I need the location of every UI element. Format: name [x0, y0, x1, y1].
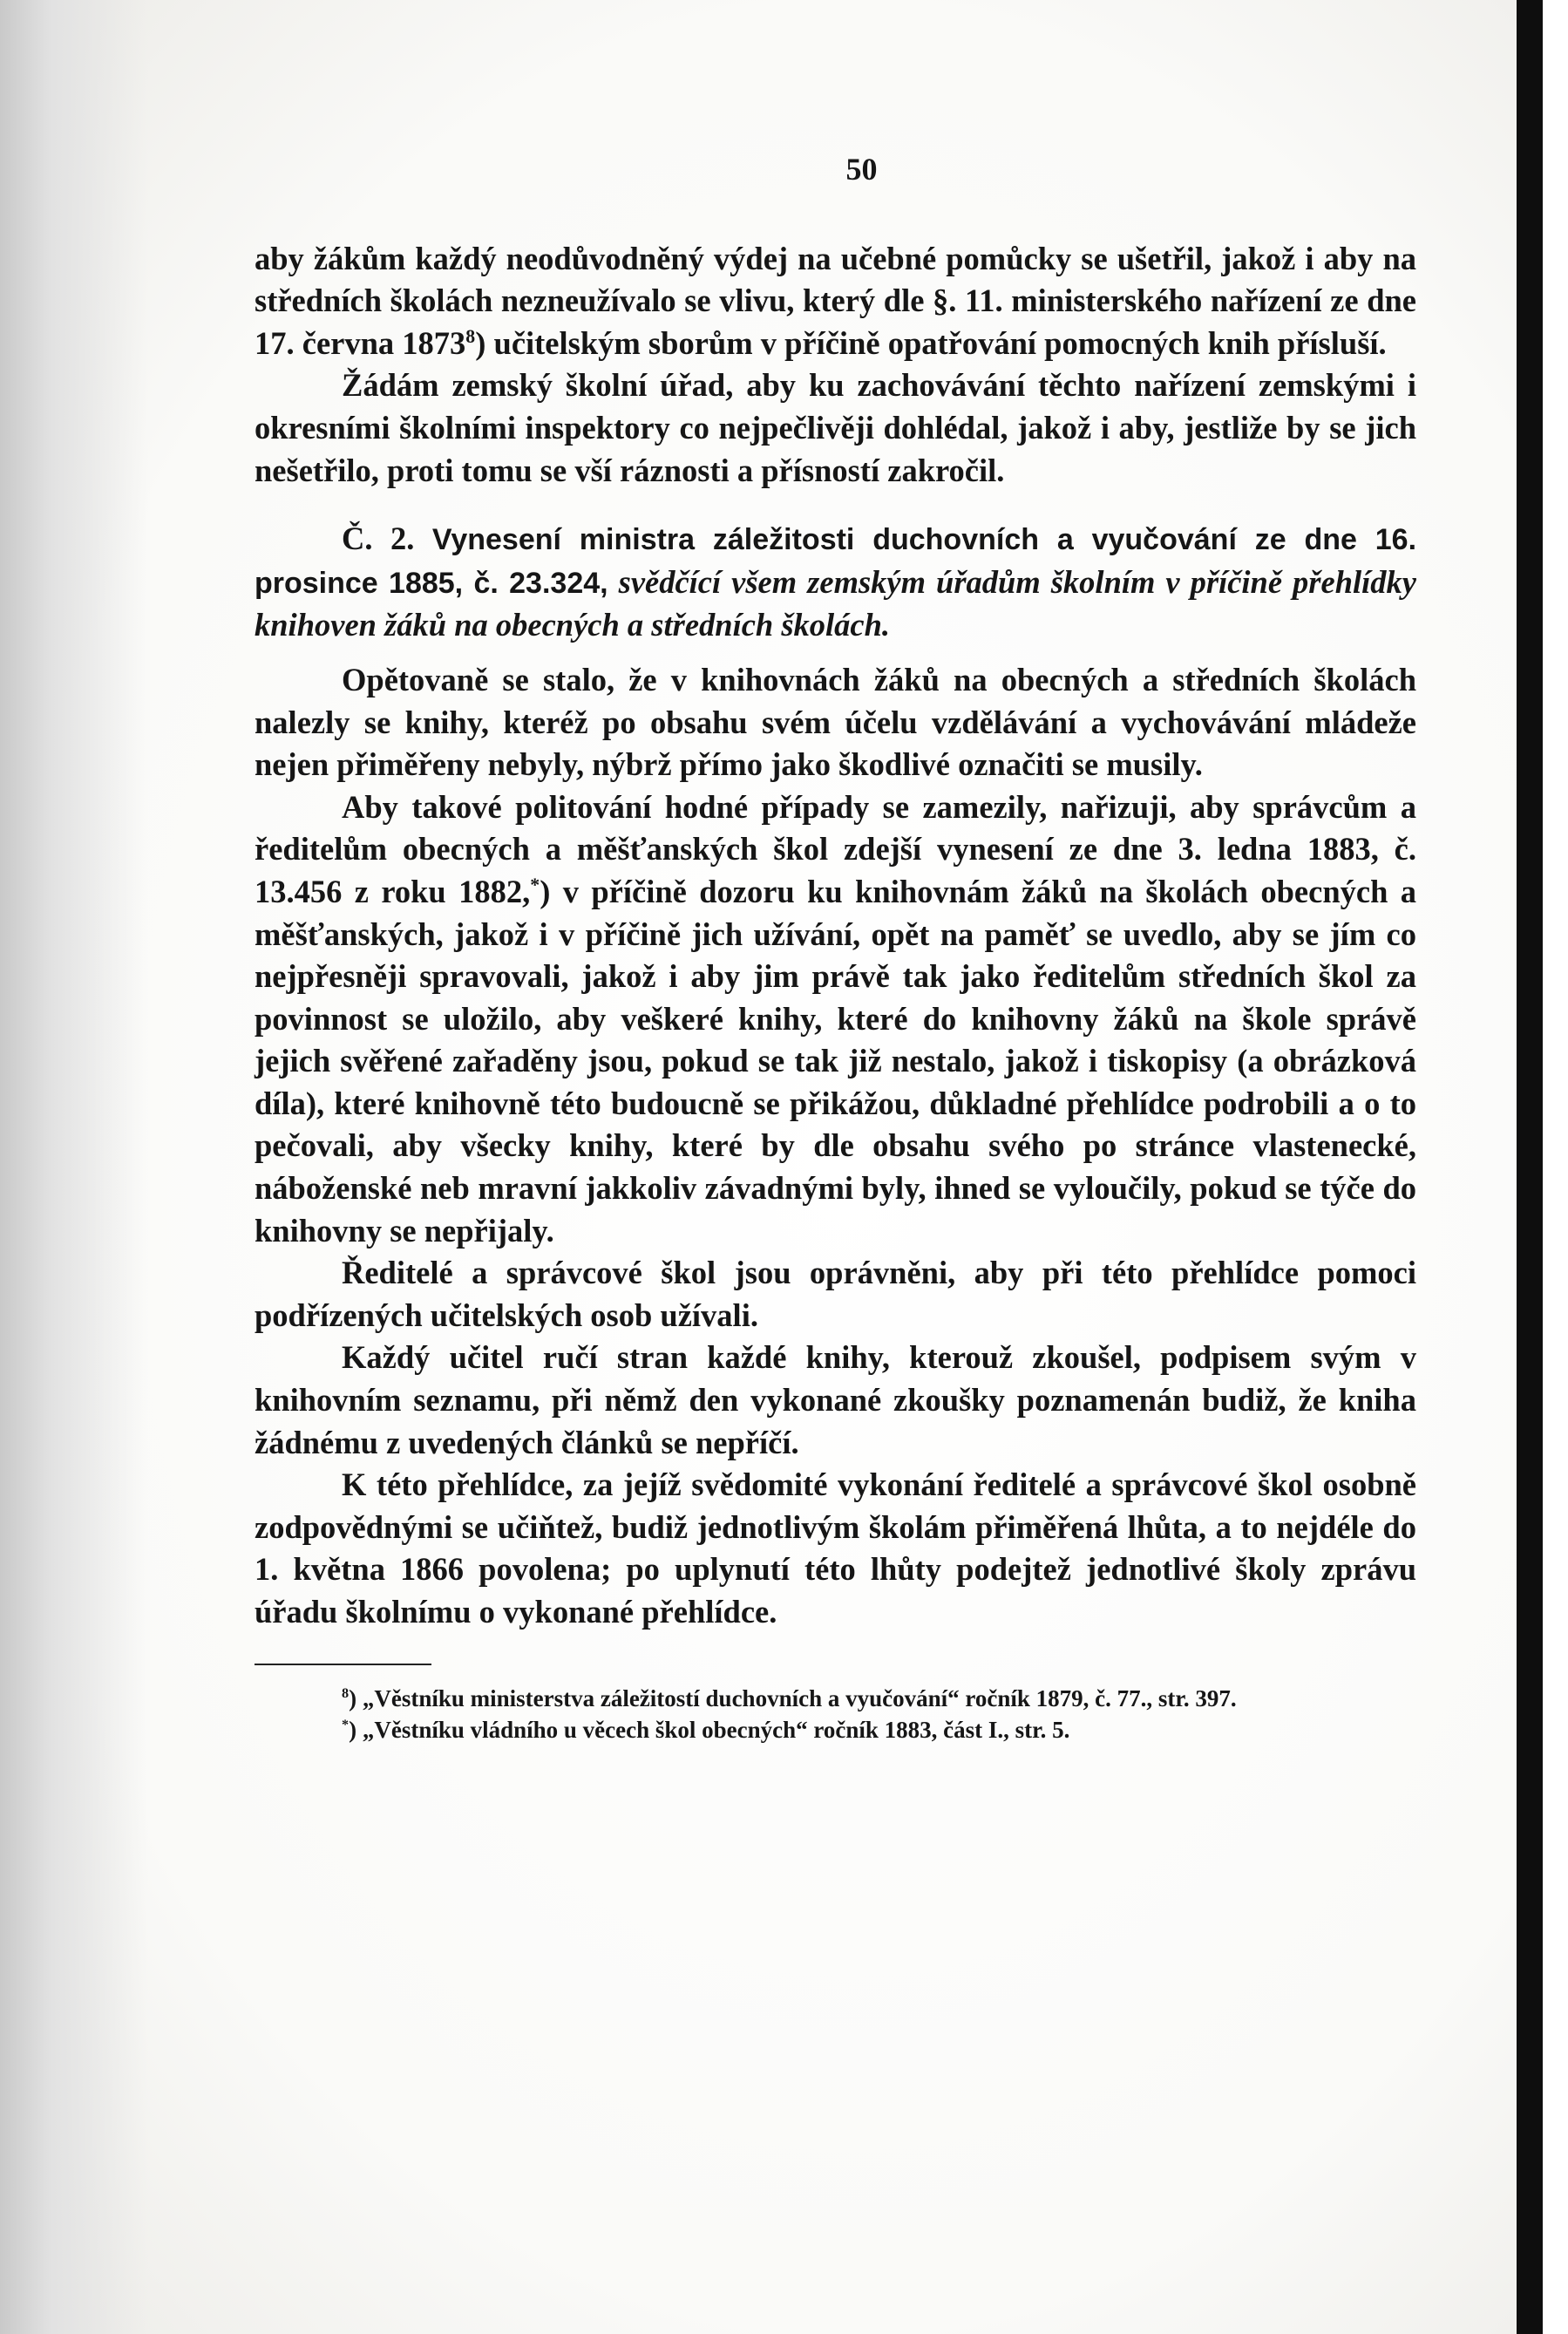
decree-subject: svědčící všem zemským úřadům školním v příčině přehlídky knihoven žáků na obecných a středních školách.	[255, 563, 1416, 643]
paragraph-2: Žádám zemský školní úřad, aby ku zachovávání těchto nařízení zemskými i okresními školními inspektory co nejpečlivěji dohlédal, jakož i aby, jestliže by se jich nešetřilo, proti tomu se vší ráznosti a přísností zakročil.	[255, 367, 1416, 488]
paragraph-text: aby žákům každý neodůvodněný výdej na učebné pomůcky se ušetřil, jakož i aby na středních školách nezneužívalo se vlivu, který dle §. 11. ministerského nařízení ze dne 17. června 1873	[255, 240, 1416, 361]
page-number: 50	[845, 152, 878, 187]
binding-shadow	[0, 0, 148, 2334]
footnote-divider	[255, 1664, 431, 1665]
footnote-ref: 8	[465, 324, 476, 347]
paragraph-4	[255, 786, 1416, 1253]
decree-number: Č. 2.	[342, 521, 415, 557]
paragraph-text: Aby takové politování hodné případy se zamezily, nařizuji, aby správcům a ředitelům obecných a měšťanských škol zdejší vynesení ze dne 3. ledna 1883, č. 13.456 z roku 1882,	[255, 788, 1416, 909]
footnote-2	[255, 1714, 1416, 1745]
paragraph-7: K této přehlídce, za jejíž svědomité vykonání ředitelé a správcové škol osobně zodpovědnými se učiňtež, budiž jednotlivým školám přiměřená lhůta, a to nejdéle do 1. května 1866 povolena; po uplynutí této lhůty podejtež jednotlivé školy zprávu úřadu školnímu o vykonané přehlídce.	[255, 1466, 1416, 1630]
footnote-text: ) „Věstníku vládního u věcech škol obecných“ ročník 1883, část I., str. 5.	[349, 1716, 1070, 1743]
footnote-mark: 8	[342, 1684, 350, 1701]
footnote-text: ) „Věstníku ministerstva záležitostí duchovních a vyučování“ ročník 1879, č. 77., str. 397.	[349, 1684, 1237, 1711]
paragraph-6: Každý učitel ručí stran každé knihy, kterouž zkoušel, podpisem svým v knihovním seznamu, při němž den vykonané zkoušky poznamenán budiž, že kniha žádnému z uvedených článků se nepříčí.	[255, 1339, 1416, 1460]
paragraph-5: Ředitelé a správcové škol jsou oprávněni, aby při této přehlídce pomoci podřízených učitelských osob užívali.	[255, 1255, 1416, 1333]
footnote-ref: *	[530, 873, 540, 895]
footnote-1	[255, 1683, 1416, 1714]
page-edge	[1517, 0, 1543, 2334]
paragraph-text: ) učitelským sborům v příčině opatřování pomocných knih přísluší.	[475, 324, 1387, 361]
footnote-mark: *	[342, 1716, 350, 1732]
decree-heading	[255, 518, 1416, 647]
paragraph-1	[255, 238, 1416, 365]
paragraph-3: Opětovaně se stalo, že v knihovnách žáků na obecných a středních školách nalezly se knihy, kteréž po obsahu svém účelu vzdělávání a vychovávání mládeže nejen přiměřeny nebyly, nýbrž přímo jako škodlivé označiti se musily.	[255, 661, 1416, 783]
page-text	[255, 148, 1416, 1745]
paragraph-text: ) v příčině dozoru ku knihovnám žáků na školách obecných a měšťanských, jakož i v příčině jich užívání, opět na paměť se uvedlo, aby se jím co nejpřesněji spravovali, jakož i aby jim právě tak jako ředitelům středních škol za povinnost se uložilo, aby veškeré knihy, které do knihovny žáků na škole správě jejich svěřené zařaděny jsou, pokud se tak již nestalo, jakož i tiskopisy (a obrázková díla), které knihovně této budoucně se přikážou, důkladné přehlídce podrobili a o to pečovali, aby všecky knihy, které by dle obsahu svého po stránce vlastenecké, náboženské neb mravní jakkoliv závadnými byly, ihned se vyloučily, pokud se týče do knihovny se nepřijaly.	[255, 873, 1416, 1249]
decree-title: Vynesení ministra záležitosti duchovních a vyučování ze dne 16. prosince 1885, č. 23.324,	[255, 523, 1417, 600]
